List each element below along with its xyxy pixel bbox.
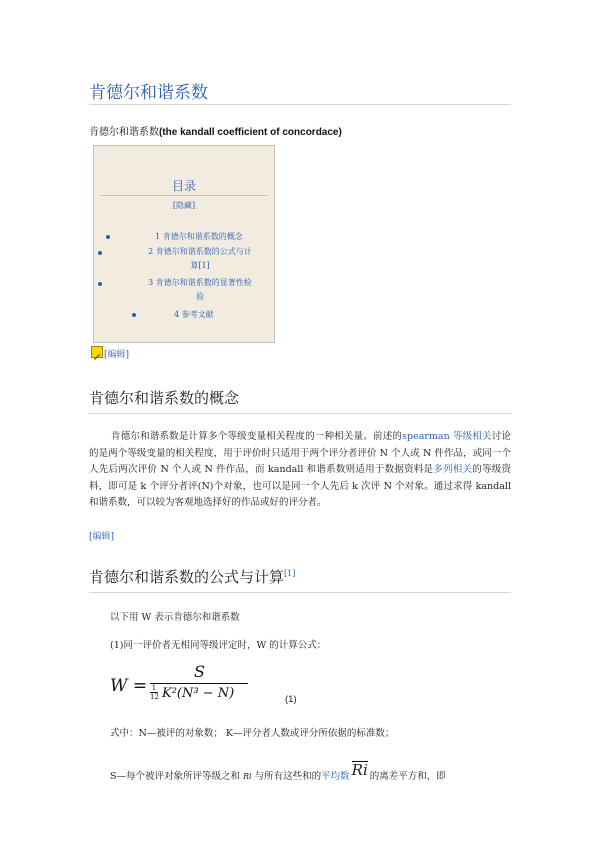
bullet-icon (132, 313, 136, 317)
toc-item-significance[interactable]: 3 肯德尔和谐系数的显著性检 验 (148, 278, 252, 301)
w-definition: 以下用 W 表示肯德尔和谐系数 (110, 612, 240, 623)
edit-link[interactable]: [编辑] (89, 532, 115, 542)
bullet-icon (98, 251, 102, 255)
toc-divider (101, 195, 267, 196)
toc-title: 目录 (171, 179, 196, 193)
pencil-icon[interactable] (91, 346, 103, 358)
toc-item-concept[interactable]: 1 肯德尔和谐系数的概念 (155, 232, 243, 241)
bullet-icon (98, 282, 102, 286)
toc-box (93, 145, 275, 343)
s-definition: S—每个被评对象所评等级之和 Ri 与所有这些和的平均数 Ri 的离差平方和，即 (110, 761, 446, 782)
subtitle-cn: 肯德尔和谐系数 (89, 127, 159, 138)
toc-item-formula[interactable]: 2 肯德尔和谐系数的公式与计 算[1] (148, 247, 252, 270)
formula-w: W = S 1 12 K²(N³ − N) (110, 662, 250, 706)
mean-link[interactable]: 平均数 (321, 771, 350, 782)
spearman-link[interactable]: spearman 等级相关 (402, 431, 492, 442)
edit-link[interactable]: [编辑] (104, 350, 130, 360)
variable-definitions: 式中：N—被评的对象数； K—评分者人数或评分所依据的标准数； (110, 728, 395, 739)
reference-link[interactable]: [1] (284, 569, 296, 578)
subtitle (89, 123, 342, 138)
rbar-symbol: Ri (351, 761, 368, 779)
subtitle-en: (the kandall coefficient of concordace) (159, 127, 342, 138)
toc-item-references[interactable]: 4 参考文献 (174, 310, 214, 319)
section-divider (89, 592, 511, 593)
multi-correlation-link[interactable]: 多列相关 (433, 464, 473, 475)
toc-hide-link[interactable]: [隐藏] (172, 201, 196, 210)
section-heading-concept: 肯德尔和谐系数的概念 (89, 389, 240, 407)
concept-paragraph: 肯德尔和谐系数是计算多个等级变量相关程度的一种相关量。前述的spearman 等级相关讨论的是两个等级变量的相关程度，用于评价时只适用于两个评分者评价 N 个人或 N 件作品，或同一个人先后两次评价 N 个人或 N 件作品，而 kandall 和谐系数则适用于数据资料是多列相关的等级资料，即可是 k 个评分者评(N)个对象，也可以是同一个人先后 k 次评 N 个对象。通过求得 kandall 和谐系数，可以较为客观地选择好的作品或好的评分者。 (89, 431, 511, 508)
bullet-icon (106, 235, 110, 239)
section-heading-formula: 肯德尔和谐系数的公式与计算[1] (89, 568, 296, 586)
page-title: 肯德尔和谐系数 (89, 83, 208, 103)
section-divider (89, 413, 511, 414)
formula-number: (1) (285, 694, 297, 705)
formula-intro: (1)同一评价者无相同等级评定时，W 的计算公式： (110, 640, 327, 651)
title-divider (89, 104, 511, 105)
